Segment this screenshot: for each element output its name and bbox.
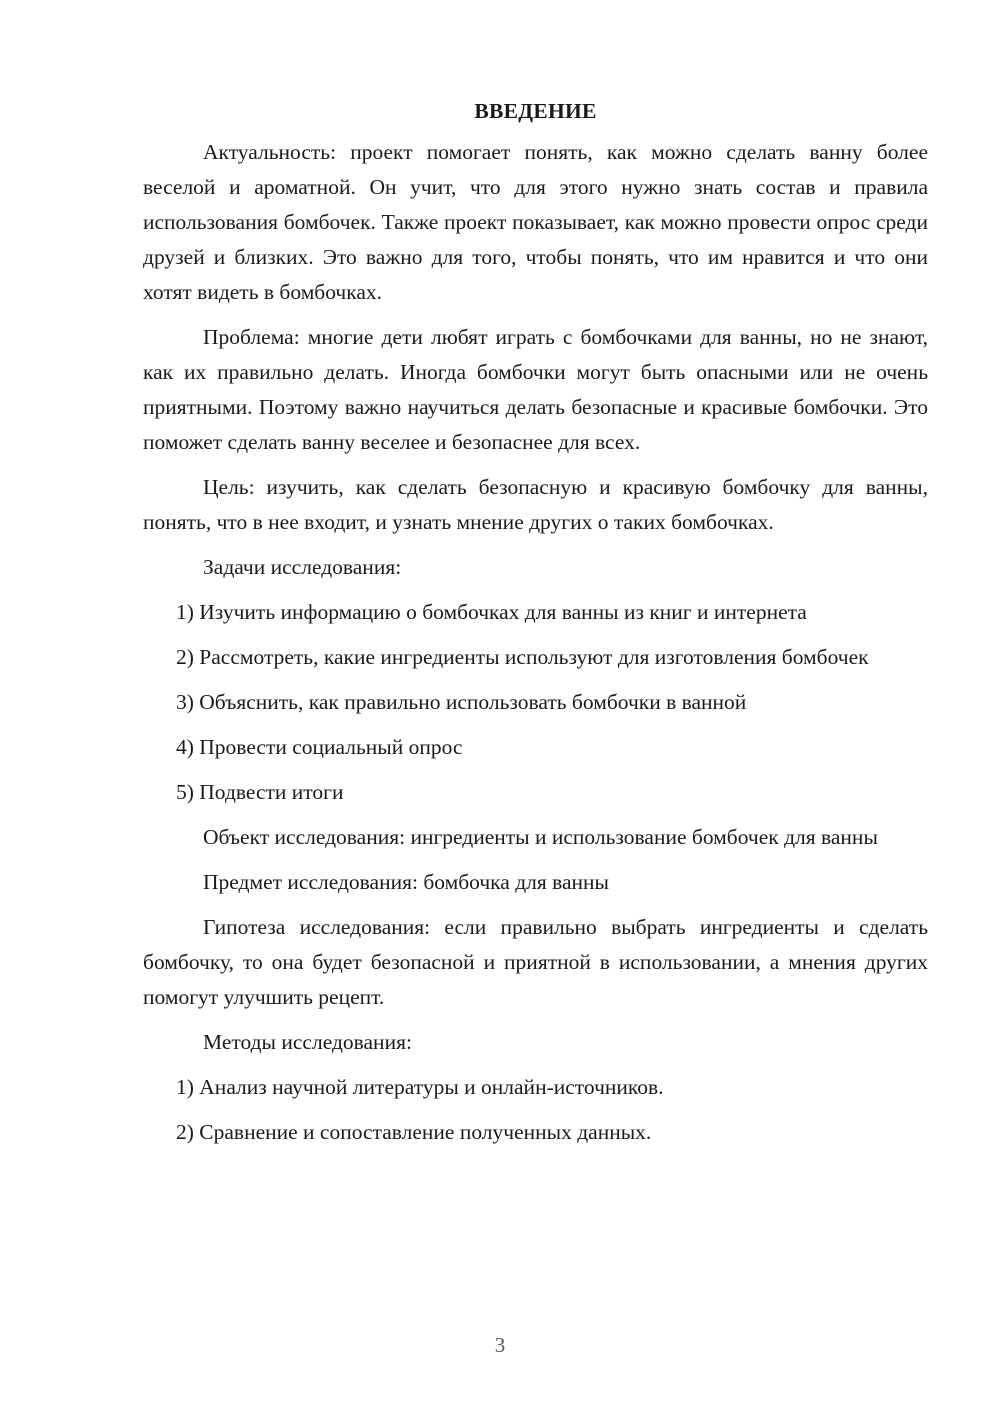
list-item: 1) Анализ научной литературы и онлайн-источников. bbox=[176, 1075, 664, 1099]
list-item: 1) Изучить информацию о бомбочках для ванны из книг и интернета bbox=[176, 600, 807, 624]
page-number: 3 bbox=[494, 1333, 506, 1357]
page-title: ВВЕДЕНИЕ bbox=[474, 99, 597, 123]
list-item: 3) Объяснить, как правильно использовать бомбочки в ванной bbox=[176, 690, 747, 714]
paragraph-hypothesis: Гипотеза исследования: если правильно выбрать ингредиенты и сделать бомбочку, то она будет безопасной и приятной в использовании, а мнения других помогут улучшить рецепт. bbox=[143, 915, 928, 1009]
list-item: 4) Провести социальный опрос bbox=[176, 735, 463, 759]
paragraph-subject: Предмет исследования: бомбочка для ванны bbox=[203, 870, 609, 894]
document-page bbox=[143, 94, 928, 1160]
methods-list bbox=[143, 1070, 928, 1150]
paragraph-relevance: Актуальность: проект помогает понять, как можно сделать ванну более веселой и ароматной. Он учит, что для этого нужно знать состав и правила использования бомбочек. Также проект показывает, как можно провести опрос среди друзей и близких. Это важно для того, чтобы понять, что им нравится и что они хотят видеть в бомбочках. bbox=[143, 140, 928, 304]
list-item: 2) Сравнение и сопоставление полученных данных. bbox=[176, 1120, 652, 1144]
paragraph-object: Объект исследования: ингредиенты и использование бомбочек для ванны bbox=[203, 825, 878, 849]
tasks-list bbox=[143, 595, 928, 810]
tasks-heading: Задачи исследования: bbox=[203, 555, 402, 579]
methods-heading: Методы исследования: bbox=[203, 1030, 412, 1054]
paragraph-problem: Проблема: многие дети любят играть с бомбочками для ванны, но не знают, как их правильно делать. Иногда бомбочки могут быть опасными или не очень приятными. Поэтому важно научиться делать безопасные и красивые бомбочки. Это поможет сделать ванну веселее и безопаснее для всех. bbox=[143, 325, 928, 454]
list-item: 5) Подвести итоги bbox=[176, 780, 344, 804]
list-item: 2) Рассмотреть, какие ингредиенты используют для изготовления бомбочек bbox=[176, 645, 869, 669]
paragraph-goal: Цель: изучить, как сделать безопасную и красивую бомбочку для ванны, понять, что в нее входит, и узнать мнение других о таких бомбочках. bbox=[143, 475, 928, 534]
